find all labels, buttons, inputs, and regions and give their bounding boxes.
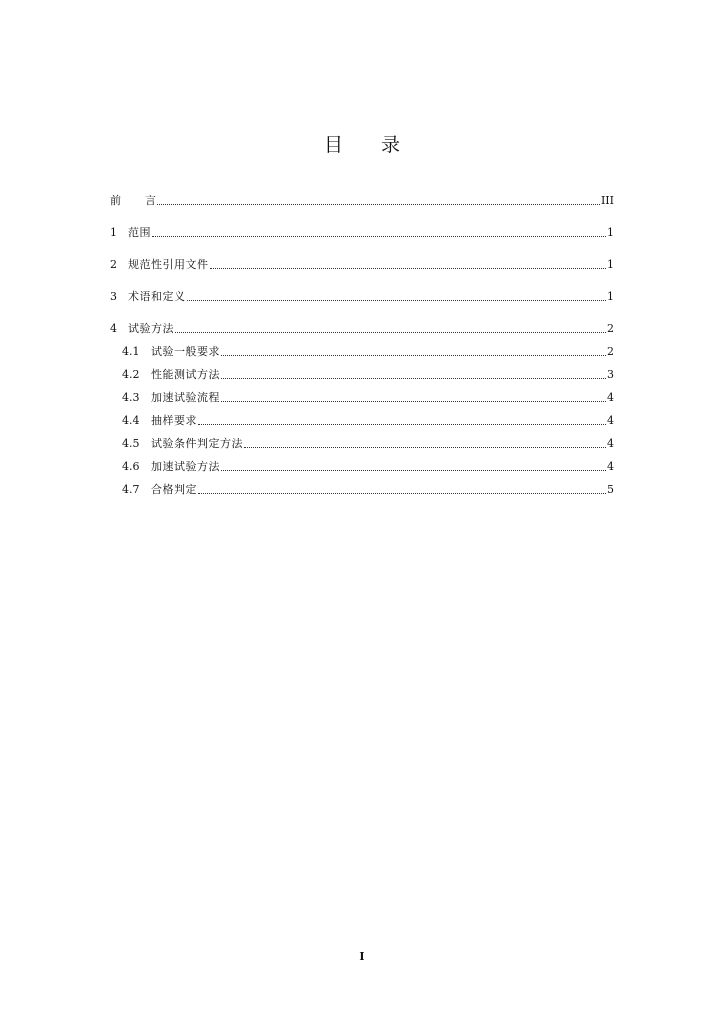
- dot-leader: [221, 469, 606, 471]
- toc-entry-number: 4.1: [122, 345, 140, 358]
- toc-entry-number: 2: [110, 258, 117, 271]
- toc-entry-4-3[interactable]: [122, 390, 614, 406]
- toc-entry-4-5[interactable]: [122, 436, 614, 452]
- toc-entry-page: 1: [607, 226, 614, 239]
- dot-leader: [244, 446, 606, 448]
- toc-entry-number: 4.4: [122, 414, 140, 427]
- dot-leader: [221, 400, 606, 402]
- dot-leader: [221, 377, 606, 379]
- toc-entry-4-4[interactable]: [122, 413, 614, 429]
- dot-leader: [152, 235, 606, 237]
- toc-entry-number: 4.5: [122, 437, 140, 450]
- toc-entry-page: 1: [607, 258, 614, 271]
- dot-leader: [187, 299, 607, 301]
- toc-entry-number: 1: [110, 226, 117, 239]
- toc-title-char-2: 录: [381, 134, 401, 156]
- toc-entry-page: 4: [607, 391, 614, 404]
- toc-entry-foreword[interactable]: [110, 193, 614, 209]
- toc-entry-label: 前: [110, 194, 121, 207]
- toc-entry-normative-references[interactable]: [110, 257, 614, 273]
- toc-entry-label: 言: [145, 194, 156, 207]
- toc-entry-4-2[interactable]: [122, 367, 614, 383]
- toc-entry-page: III: [600, 194, 614, 207]
- toc-entry-label: 试验方法: [128, 322, 174, 335]
- toc-entry-page: 4: [607, 414, 614, 427]
- toc-entry-label: 规范性引用文件: [128, 258, 209, 271]
- toc-entry-page: 3: [607, 368, 614, 381]
- toc-entry-4-6[interactable]: [122, 459, 614, 475]
- toc-entry-label: 试验条件判定方法: [151, 437, 243, 450]
- dot-leader: [175, 331, 606, 333]
- toc-entry-4-7[interactable]: [122, 482, 614, 498]
- toc-entry-label: 合格判定: [151, 483, 197, 496]
- toc-entry-label: 试验一般要求: [151, 345, 220, 358]
- dot-leader: [210, 267, 607, 269]
- toc-entry-page: 2: [607, 345, 614, 358]
- toc-entry-page: 1: [607, 290, 614, 303]
- dot-leader: [221, 354, 606, 356]
- toc-entry-page: 4: [607, 460, 614, 473]
- toc-entry-page: 4: [607, 437, 614, 450]
- dot-leader: [198, 423, 606, 425]
- toc-entry-number: 4.6: [122, 460, 140, 473]
- toc-entry-label: 术语和定义: [128, 290, 186, 303]
- toc-entry-page: 5: [607, 483, 614, 496]
- toc-entry-4-1[interactable]: [122, 344, 614, 360]
- page-number: I: [359, 950, 365, 963]
- toc-entry-test-methods[interactable]: [110, 321, 614, 337]
- toc-entry-label: 加速试验方法: [151, 460, 220, 473]
- toc-entry-number: 4: [110, 322, 117, 335]
- toc-entry-number: 4.3: [122, 391, 140, 404]
- toc-entry-scope[interactable]: [110, 225, 614, 241]
- dot-leader: [157, 203, 600, 205]
- toc-entry-terms[interactable]: [110, 289, 614, 305]
- toc-entry-label: 性能测试方法: [151, 368, 220, 381]
- toc-entry-number: 3: [110, 290, 117, 303]
- toc-entry-page: 2: [607, 322, 614, 335]
- toc-entry-label: 范围: [128, 226, 151, 239]
- dot-leader: [198, 492, 606, 494]
- toc-entry-label: 抽样要求: [151, 414, 197, 427]
- toc-entry-number: 4.2: [122, 368, 140, 381]
- toc-title: [0, 130, 724, 157]
- toc-entry-label: 加速试验流程: [151, 391, 220, 404]
- toc-entry-number: 4.7: [122, 483, 140, 496]
- toc-title-char-1: 目: [323, 134, 343, 156]
